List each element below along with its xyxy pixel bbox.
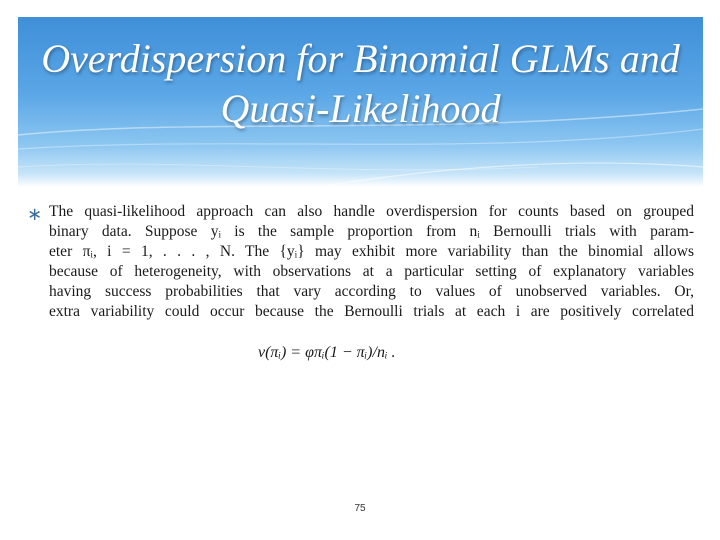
bullet-paragraph: [49, 202, 694, 322]
bullet-icon: ∗: [27, 204, 43, 225]
page-number: 75: [354, 503, 366, 514]
paragraph-line: having success probabilities that vary according to values of unobserved variables. Or,: [49, 283, 694, 300]
paragraph-line: extra variability could occur because the Bernoulli trials at each i are positively correlated: [49, 303, 694, 320]
paragraph-line: eter πᵢ, i = 1, . . . , N. The {yᵢ} may exhibit more variability than the binomial allows: [49, 243, 694, 260]
paragraph-line: binary data. Suppose yᵢ is the sample proportion from nᵢ Bernoulli trials with param-: [49, 223, 694, 240]
slide-title: Overdispersion for Binomial GLMs and Quasi-Likelihood: [41, 36, 680, 131]
paragraph-line: The quasi-likelihood approach can also handle overdispersion for counts based on grouped: [49, 203, 694, 220]
paragraph-line: because of heterogeneity, with observations at a particular setting of explanatory variables: [49, 263, 694, 280]
variance-formula: v(πᵢ) = φπᵢ(1 − πᵢ)/nᵢ .: [258, 344, 396, 361]
